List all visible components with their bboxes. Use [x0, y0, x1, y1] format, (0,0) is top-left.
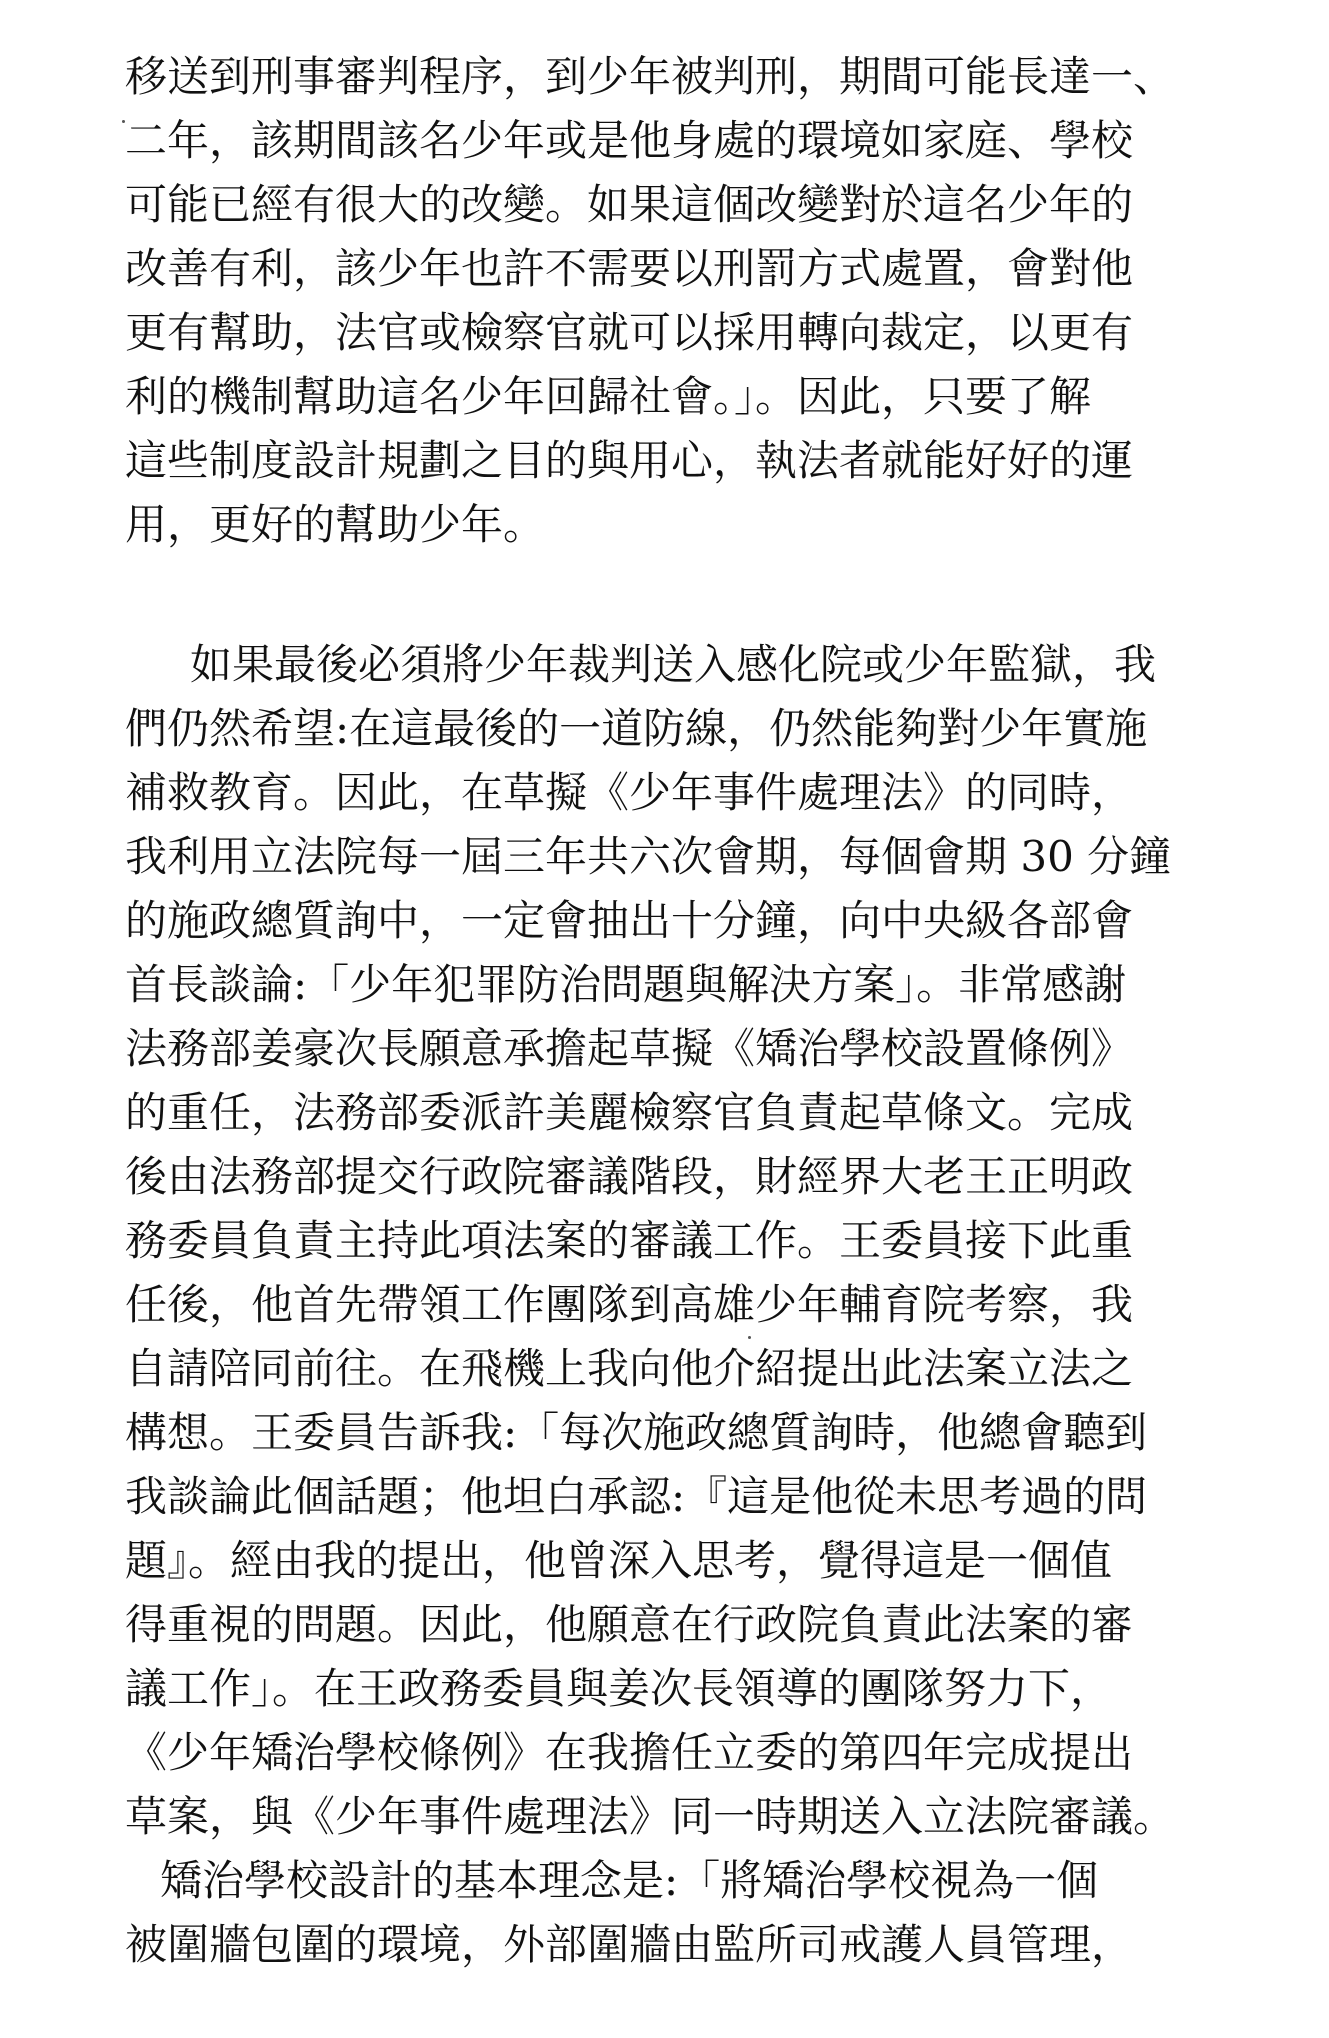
paragraph-1-line-8: 用，更好的幫助少年。: [125, 500, 546, 549]
paragraph-2-line-9: 後由法務部提交行政院審議階段，財經界大老王正明政: [125, 1152, 1134, 1201]
paragraph-1-line-3: 可能已經有很大的改變。如果這個改變對於這名少年的: [125, 180, 1134, 229]
paragraph-2-line-4: 我利用立法院每一屆三年共六次會期，每個會期 30 分鐘: [125, 832, 1172, 881]
paragraph-2-line-16: 得重視的問題。因此，他願意在行政院負責此法案的審: [125, 1600, 1134, 1649]
paragraph-2-line-19: 草案，與《少年事件處理法》同一時期送入立法院審議。: [125, 1792, 1176, 1841]
paragraph-1-line-6: 利的機制幫助這名少年回歸社會。」。因此，只要了解: [125, 372, 1092, 421]
paragraph-2-line-14: 我談論此個話題；他坦白承認:『這是他從未思考過的問: [125, 1472, 1148, 1521]
paragraph-2-line-11: 任後，他首先帶領工作團隊到高雄少年輔育院考察，我: [125, 1280, 1134, 1329]
scan-speck: [748, 1336, 751, 1339]
paragraph-2-line-2: 們仍然希望:在這最後的一道防線，仍然能夠對少年實施: [125, 704, 1148, 753]
paragraph-3-line-2: 被圍牆包圍的環境，外部圍牆由監所司戒護人員管理，: [125, 1920, 1134, 1969]
paragraph-2-line-13: 構想。王委員告訴我:「每次施政總質詢時，他總會聽到: [125, 1408, 1148, 1457]
paragraph-2-line-3: 補救教育。因此，在草擬《少年事件處理法》的同時，: [125, 768, 1134, 817]
paragraph-1-line-2: 二年，該期間該名少年或是他身處的環境如家庭、學校: [125, 116, 1134, 165]
paragraph-2-line-18: 《少年矯治學校條例》在我擔任立委的第四年完成提出: [125, 1728, 1134, 1777]
paragraph-1-line-7: 這些制度設計規劃之目的與用心，執法者就能好好的運: [125, 436, 1134, 485]
paragraph-2-line-1: 如果最後必須將少年裁判送入感化院或少年監獄，我: [190, 640, 1157, 689]
paragraph-1-line-4: 改善有利，該少年也許不需要以刑罰方式處置，會對他: [125, 244, 1134, 293]
paragraph-1-line-5: 更有幫助，法官或檢察官就可以採用轉向裁定，以更有: [125, 308, 1134, 357]
paragraph-2-line-7: 法務部姜豪次長願意承擔起草擬《矯治學校設置條例》: [125, 1024, 1134, 1073]
paragraph-2-line-10: 務委員負責主持此項法案的審議工作。王委員接下此重: [125, 1216, 1134, 1265]
scan-speck: [122, 120, 125, 123]
paragraph-2-line-17: 議工作」。在王政務委員與姜次長領導的團隊努力下，: [125, 1664, 1113, 1713]
paragraph-2-line-15: 題』。經由我的提出，他曾深入思考，覺得這是一個值: [125, 1536, 1113, 1585]
paragraph-2-line-12: 自請陪同前往。在飛機上我向他介紹提出此法案立法之: [125, 1344, 1134, 1393]
paragraph-2-line-6: 首長談論:「少年犯罪防治問題與解決方案」。非常感謝: [125, 960, 1127, 1009]
paragraph-3-line-1: 矯治學校設計的基本理念是:「將矯治學校視為一個: [160, 1856, 1099, 1905]
paragraph-2-line-8: 的重任，法務部委派許美麗檢察官負責起草條文。完成: [125, 1088, 1134, 1137]
paragraph-2-line-5: 的施政總質詢中，一定會抽出十分鐘，向中央級各部會: [125, 896, 1134, 945]
paragraph-1-line-1: 移送到刑事審判程序，到少年被判刑，期間可能長達一、: [125, 52, 1176, 101]
